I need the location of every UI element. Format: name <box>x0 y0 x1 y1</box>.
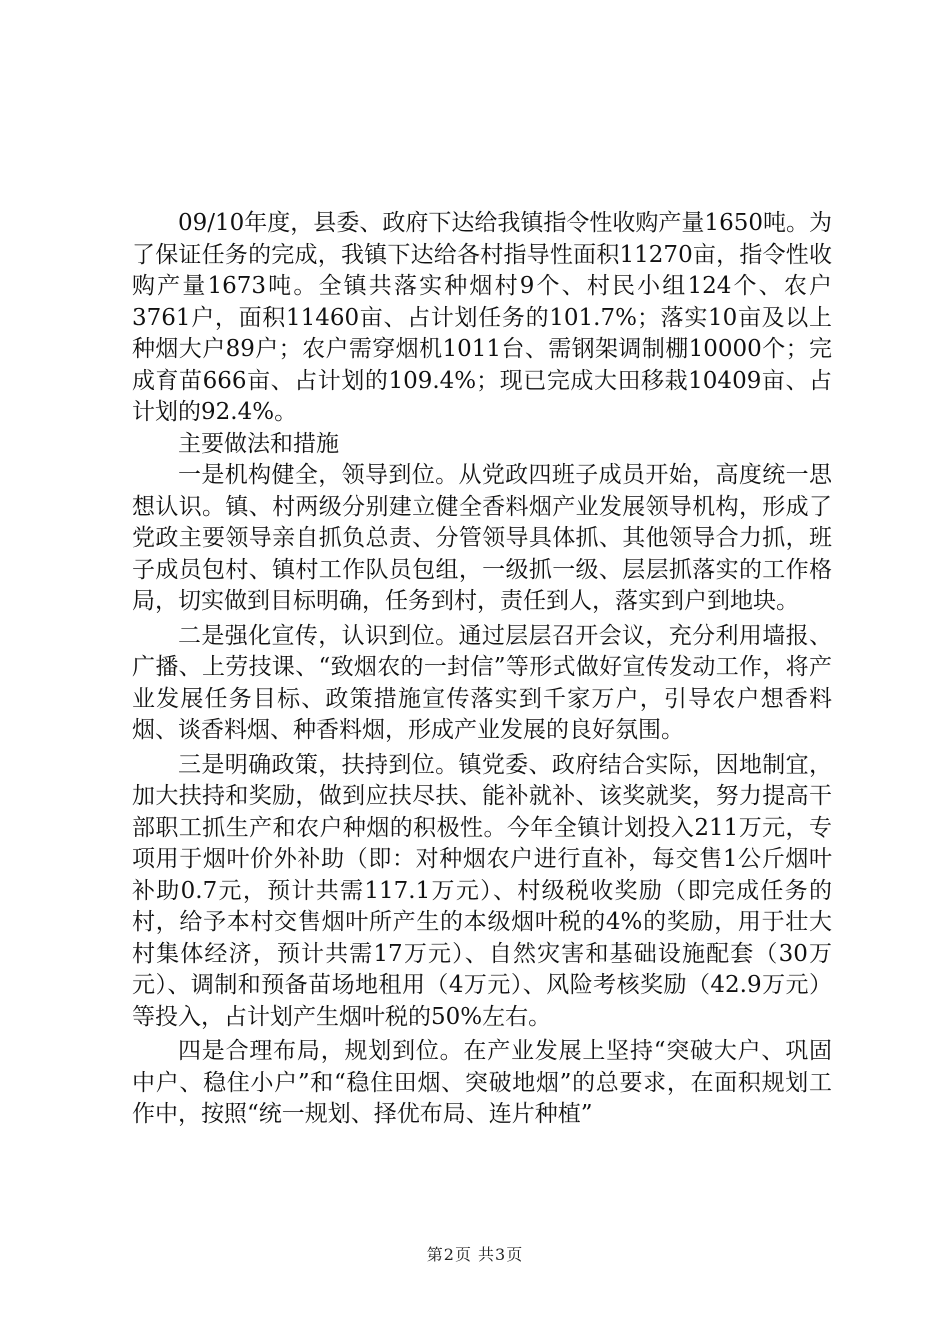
paragraph-measure-2: 二是强化宣传，认识到位。通过层层召开会议，充分利用墙报、广播、上劳技课、“致烟农的一封信”等形式做好宣传发动工作，将产业发展任务目标、政策措施宣传落实到千家万户，引导农户想香料烟、谈香料烟、种香料烟，形成产业发展的良好氛围。 <box>132 622 832 743</box>
paragraph-summary: 09/10年度，县委、政府下达给我镇指令性收购产量1650吨。为了保证任务的完成，我镇下达给各村指导性面积11270亩，指令性收购产量1673吨。全镇共落实种烟村9个、村民小组124个、农户3761户，面积11460亩、占计划任务的101.7%；落实10亩及以上种烟大户89户；农户需穿烟机1011台、需钢架调制棚10000个；完成育苗666亩、占计划的109.4%；现已完成大田移栽10409亩、占计划的92.4%。 <box>132 210 832 425</box>
paragraph-measure-3: 三是明确政策，扶持到位。镇党委、政府结合实际，因地制宜，加大扶持和奖励，做到应扶尽扶、能补就补、该奖就奖，努力提高干部职工抓生产和农户种烟的积极性。今年全镇计划投入211万元，专项用于烟叶价外补助（即：对种烟农户进行直补，每交售1公斤烟叶补助0.7元，预计共需117.1万元）、村级税收奖励（即完成任务的村，给予本村交售烟叶所产生的本级烟叶税的4%的奖励，用于壮大村集体经济，预计共需17万元）、自然灾害和基础设施配套（30万元）、调制和预备苗场地租用（4万元）、风险考核奖励（42.9万元）等投入，占计划产生烟叶税的50%左右。 <box>132 751 832 1030</box>
paragraph-measure-1: 一是机构健全，领导到位。从党政四班子成员开始，高度统一思想认识。镇、村两级分别建立健全香料烟产业发展领导机构，形成了党政主要领导亲自抓负总责、分管领导具体抓、其他领导合力抓，班子成员包村、镇村工作队员包组，一级抓一级、层层抓落实的工作格局，切实做到目标明确，任务到村，责任到人，落实到户到地块。 <box>132 462 832 614</box>
page-footer: 第2页 共3页 <box>426 1245 524 1264</box>
document-body <box>132 208 832 1131</box>
section-heading: 主要做法和措施 <box>178 430 339 457</box>
paragraph-measure-4: 四是合理布局，规划到位。在产业发展上坚持“突破大户、巩固中户、稳住小户”和“稳住田烟、突破地烟”的总要求，在面积规划工作中，按照“统一规划、择优布局、连片种植” <box>132 1038 832 1127</box>
